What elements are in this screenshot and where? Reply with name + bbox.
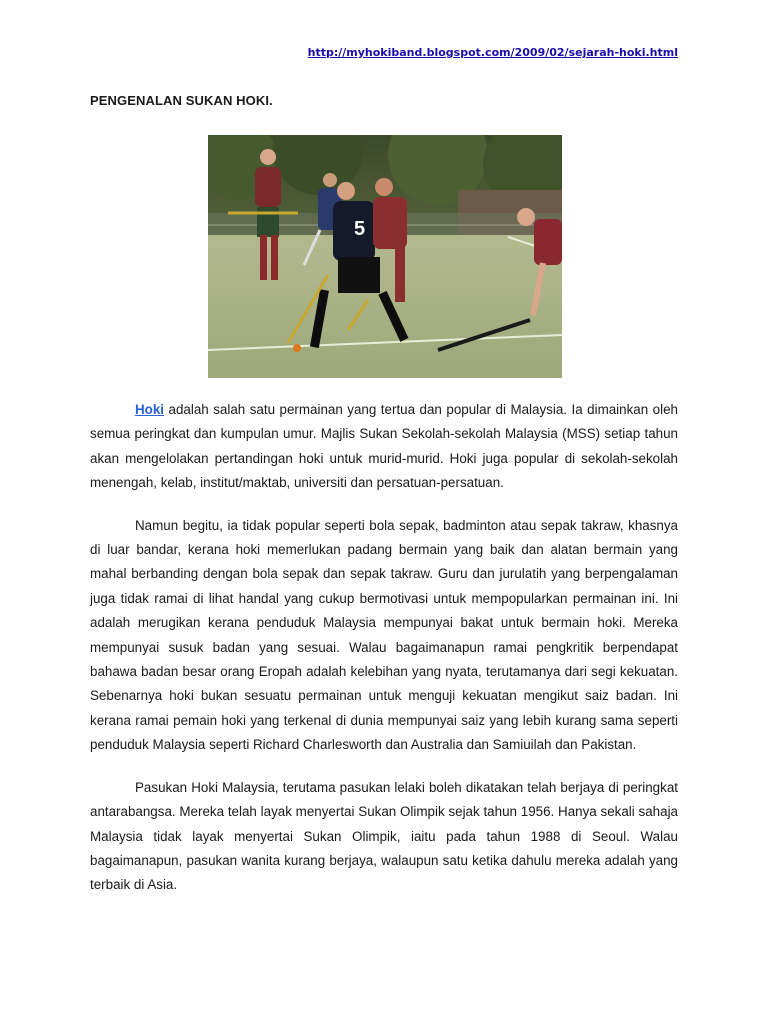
jersey-number: 5 [354,218,366,240]
source-link[interactable]: http://myhokiband.blogspot.com/2009/02/sejarah-hoki.html [307,46,678,59]
paragraph: Namun begitu, ia tidak popular seperti bola sepak, badminton atau sepak takraw, khasnya di luar bandar, kerana hoki memerlukan padang bermain yang baik dan alatan bermain yang mahal berbanding dengan bola sepak dan sepak takraw. Guru dan jurulatih yang berpengalaman juga tidak ramai di lihat handal yang cukup bermotivasi untuk mempopularkan permainan ini. Ini adalah merugikan kerana penduduk Malaysia mempunyai bakat untuk bermain hoki. Mereka mempunyai susuk badan yang sesuai. Walau bagaimanapun ramai pengkritik berpendapat bahawa badan besar orang Eropah adalah kelebihan yang nyata, terutamanya dari segi kekuatan. Sebenarnya hoki bukan sesuatu permainan untuk menguji kekuatan mengikut saiz badan. Ini kerana ramai pemain hoki yang terkenal di dunia mempunyai saiz yang lebih kurang sama seperti penduduk Malaysia seperti Richard Charlesworth dan Australia dan Samiuilah dan Pakistan. [90,517,678,753]
article-body [90,398,678,916]
hockey-photo [208,135,562,378]
paragraph-text: adalah salah satu permainan yang tertua dan popular di Malaysia. Ia dimainkan oleh semua peringkat dan kumpulan umur. Majlis Sukan Sekolah-sekolah Malaysia (MSS) setiap tahun akan mengelolakan pertandingan hoki untuk murid-murid. Hoki juga popular di sekolah-sekolah menengah, kelab, institut/maktab, universiti dan persatuan-persatuan. [90,402,678,491]
hoki-link[interactable]: Hoki [135,402,165,417]
paragraph: Pasukan Hoki Malaysia, terutama pasukan lelaki boleh dikatakan telah berjaya di peringkat antarabangsa. Mereka telah layak menyertai Sukan Olimpik sejak tahun 1956. Hanya sekali sahaja Malaysia tidak layak menyertai Sukan Olimpik, iaitu pada tahun 1988 di Seoul. Walau bagaimanapun, pasukan wanita kurang berjaya, walaupun satu ketika dahulu mereka adalah yang terbaik di Asia. [90,779,678,893]
document-title: PENGENALAN SUKAN HOKI. [90,93,273,108]
paragraph [90,398,678,496]
